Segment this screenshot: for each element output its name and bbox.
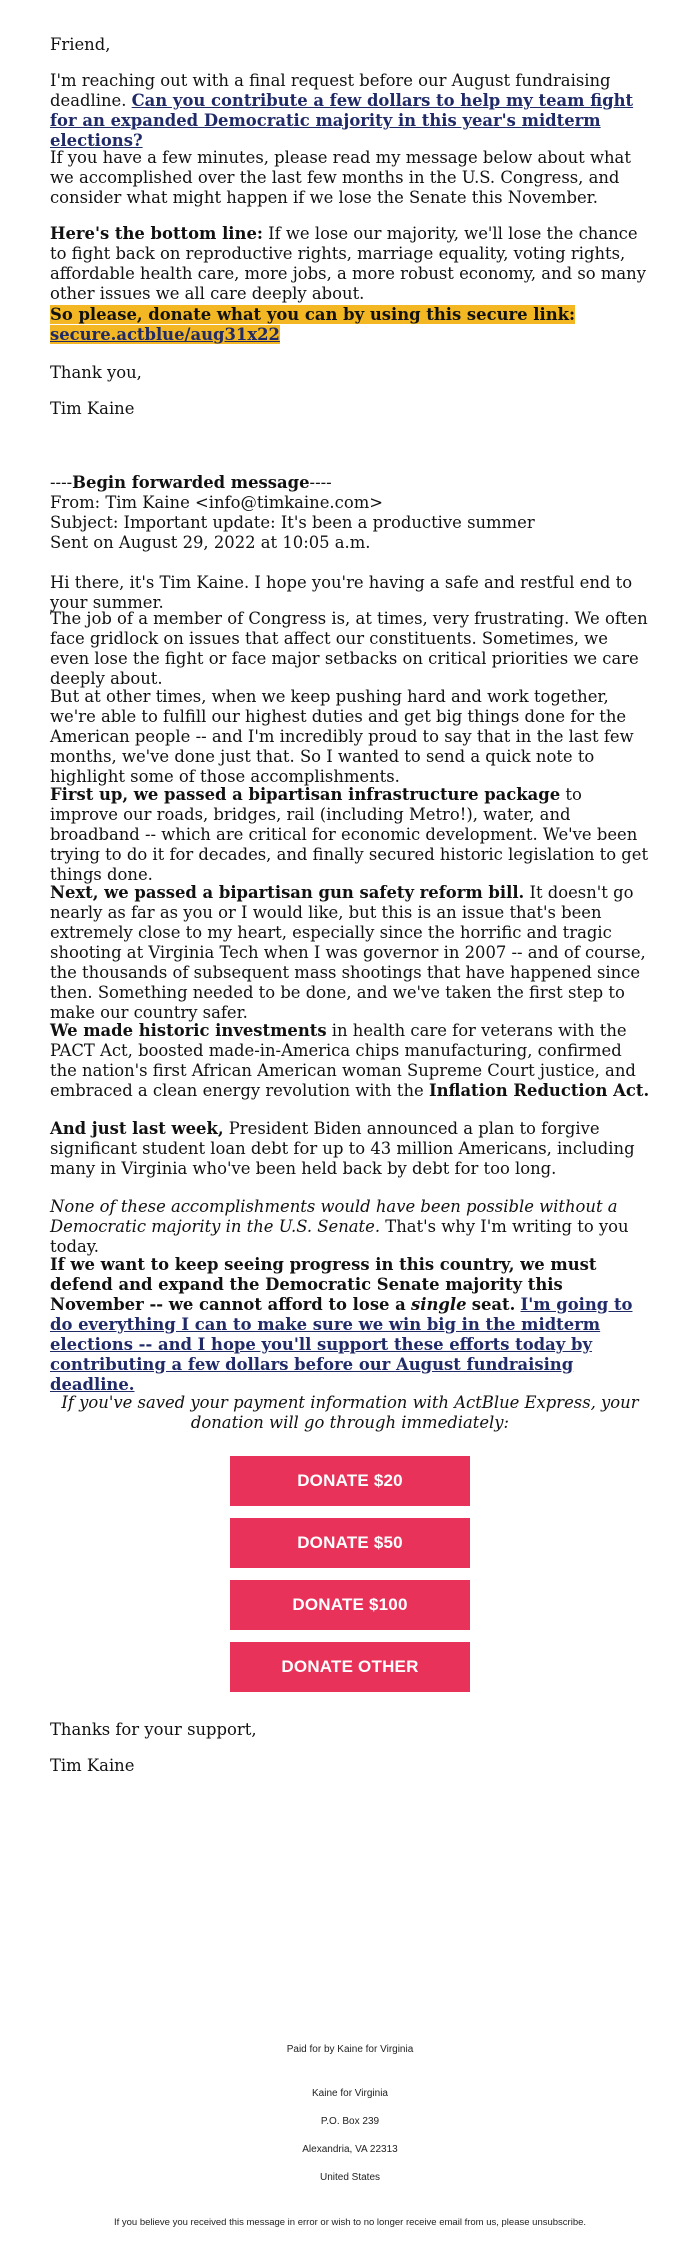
last-week-text: President Biden announced a plan to forgive significant student loan debt for up to 43 million Americans, including many in Virginia who've been held back by debt for too long. [50,1119,635,1178]
forward-header [50,473,650,553]
keep-seeing-bold: If we want to keep seeing progress in this country, we must defend and expand the Democratic Senate majority this November -- we cannot afford to lose a [50,1255,597,1314]
donate-50-button[interactable]: DONATE $50 [230,1518,470,1568]
thank-you: Thank you, [50,363,142,382]
next-paragraph [50,883,650,1023]
last-week-bold: And just last week, [50,1119,224,1138]
historic-bold: We made historic investments [50,1021,327,1040]
forward-subject: Subject: Important update: It's been a productive summer [50,513,535,532]
unsubscribe-line [0,2217,700,2228]
highlight-text: So please, donate what you can by using this secure link: [50,305,576,324]
thanks-support: Thanks for your support, [50,1720,257,1739]
hi-paragraph: Hi there, it's Tim Kaine. I hope you're having a safe and restful end to your summer. [50,573,633,612]
none-italic: None of these accomplishments would have been possible without a Democratic majority in the U.S. Senate. [50,1197,618,1236]
keep-seeing-donate-link[interactable]: I'm going to do everything I can to make sure we win big in the midterm elections -- and I hope you'll support these efforts today by contributing a few dollars before our August fundraising deadline. [50,1295,633,1394]
first-up-paragraph [50,785,650,885]
job-paragraph: The job of a member of Congress is, at times, very frustrating. We often face gridlock on issues that affect our constituents. Sometimes, we even lose the fight or face major setbacks on critical priorities we care deeply about. [50,609,648,688]
forward-sent: Sent on August 29, 2022 at 10:05 a.m. [50,533,371,552]
forward-from: From: Tim Kaine <info@timkaine.com> [50,493,383,512]
last-week-paragraph [50,1119,650,1179]
keep-seeing-single: single [411,1295,467,1314]
first-up-bold: First up, we passed a bipartisan infrastructure package [50,785,561,804]
bottom-line-label: Here's the bottom line: [50,224,263,243]
bottom-line-paragraph [50,224,650,304]
next-text: It doesn't go nearly as far as you or I would like, but this is an issue that's been extremely close to my heart, especially since the horrific and tragic shooting at Virginia Tech when I was governor in 2007 -- and of course, the thousands of subsequent mass shootings that have happened since then. Something needed to be done, and we've taken the first step to make our country safer. [50,883,646,1022]
express-note: If you've saved your payment information with ActBlue Express, your donation will go through immediately: [61,1393,639,1432]
intro-donate-link[interactable]: Can you contribute a few dollars to help my team fight for an expanded Democratic majority in this year's midterm elections? [50,91,634,150]
donate-other-button[interactable]: DONATE OTHER [230,1642,470,1692]
highlight-paragraph [50,305,650,345]
greeting: Friend, [50,35,111,54]
donate-100-button[interactable]: DONATE $100 [230,1580,470,1630]
footer-country: United States [319,2172,381,2183]
intro-text: I'm reaching out with a final request before our August fundraising deadline. [50,71,611,110]
none-text: That's why I'm writing to you today. [50,1217,629,1256]
footer-city: Alexandria, VA 22313 [302,2144,398,2155]
intro-paragraph [50,71,650,151]
unsubscribe-text: If you believe you received this message in error or wish to no longer receive email from us, please [113,2217,530,2228]
historic-paragraph [50,1021,650,1101]
other-times-paragraph: But at other times, when we keep pushing hard and work together, we're able to fulfill our highest duties and get big things done for the American people -- and I'm incredibly proud to say that in the last few months, we've done just that. So I wanted to send a quick note to highlight some of those accomplishments. [50,687,634,786]
read-paragraph: If you have a few minutes, please read my message below about what we accomplished over the last few months in the U.S. Congress, and consider what might happen if we lose the Senate this November. [50,148,631,207]
footer-org: Kaine for Virginia [312,2088,388,2099]
paid-for-disclaimer: Paid for by Kaine for Virginia [286,2044,414,2055]
forward-label: ----Begin forwarded message---- [50,473,332,492]
unsubscribe-link[interactable]: unsubscribe. [532,2217,587,2228]
donate-20-button[interactable]: DONATE $20 [230,1456,470,1506]
secure-donate-link[interactable]: secure.actblue/aug31x22 [50,325,280,344]
keep-seeing-paragraph [50,1255,650,1395]
next-bold: Next, we passed a bipartisan gun safety reform bill. [50,883,525,902]
bottom-line-text: If we lose our majority, we'll lose the chance to fight back on reproductive rights, marriage equality, voting rights, affordable health care, more jobs, a more robust economy, and so many other issues we all care deeply about. [50,224,646,303]
historic-text: in health care for veterans with the PACT Act, boosted made-in-America chips manufacturing, confirmed the nation's first African American woman Supreme Court justice, and embraced a clean energy revolution with the [50,1021,636,1100]
first-up-text: to improve our roads, bridges, rail (including Metro!), water, and broadband -- which are critical for economic development. We've been trying to do it for decades, and finally secured historic legislation to get things done. [50,785,649,884]
signature-bottom: Tim Kaine [50,1756,135,1775]
keep-seeing-seat: seat. [471,1295,516,1314]
historic-bold2: Inflation Reduction Act. [428,1081,650,1100]
none-paragraph [50,1197,650,1257]
footer-po-box: P.O. Box 239 [320,2116,380,2127]
signature-top: Tim Kaine [50,399,135,418]
